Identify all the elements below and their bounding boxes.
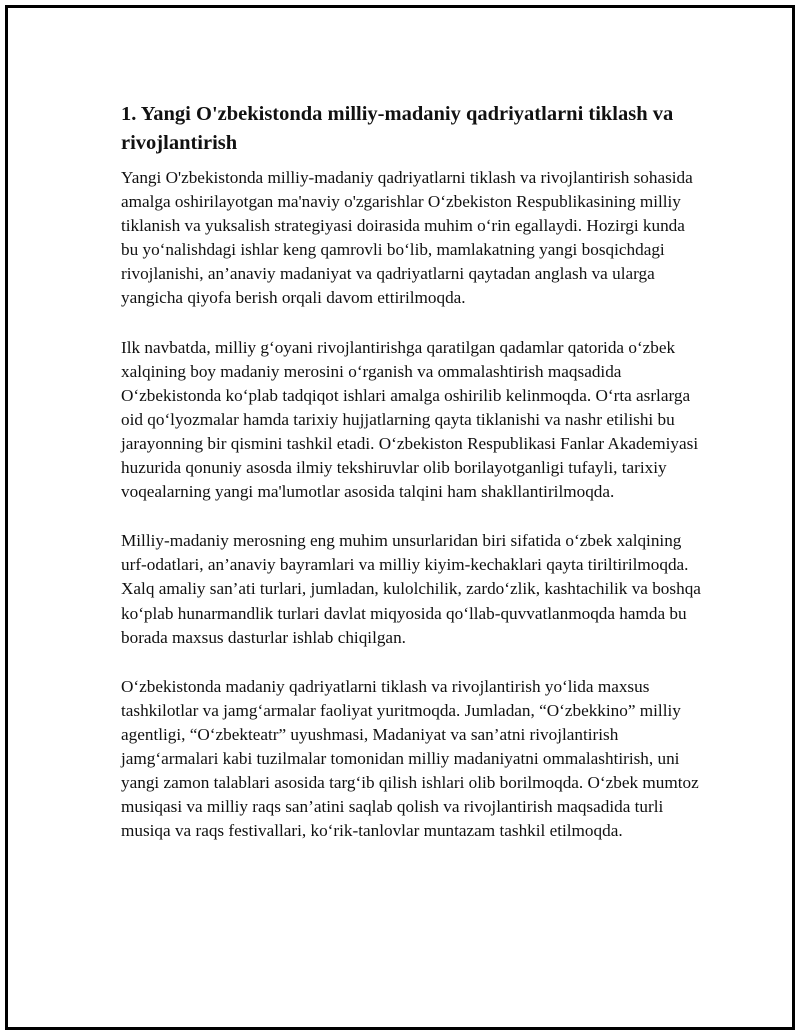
paragraph-4: O‘zbekistonda madaniy qadriyatlarni tiklash va rivojlantirish yo‘lida maxsus tashkilotlar va jamg‘armalar faoliyat yuritmoqda. Jumladan, “O‘zbekkino” milliy agentligi, “O‘zbekteatr” uyushmasi, Madaniyat va san’atni rivojlantirish jamg‘armalari kabi tuzilmalar tomonidan milliy madaniyatni ommalashtirish, uni yangi zamon talablari asosida targ‘ib qilish ishlari olib borilmoqda. O‘zbek mumtoz musiqasi va milliy raqs san’atini saqlab qolish va rivojlantirish maqsadida turli musiqa va raqs festivallari, ko‘rik-tanlovlar muntazam tashkil etilmoqda. xyxy=(121,676,699,841)
page-frame xyxy=(5,5,795,1030)
section-title: 1. Yangi O'zbekistonda milliy-madaniy qadriyatlarni tiklash va rivojlantirish xyxy=(121,103,674,154)
document-body xyxy=(121,100,701,843)
paragraph-3: Milliy-madaniy merosning eng muhim unsurlaridan biri sifatida o‘zbek xalqining urf-odatlari, an’anaviy bayramlari va milliy kiyim-kechaklari qayta tiriltirilmoqda. Xalq amaliy san’ati turlari, jumladan, kulolchilik, zardo‘zlik, kashtachilik va boshqa ko‘plab hunarmandlik turlari davlat miqyosida qo‘llab-quvvatlanmoqda hamda bu borada maxsus dasturlar ishlab chiqilgan. xyxy=(121,531,701,647)
paragraph-1: Yangi O'zbekistonda milliy-madaniy qadriyatlarni tiklash va rivojlantirish sohasida amalga oshirilayotgan ma'naviy o'zgarishlar O‘zbekiston Respublikasining milliy tiklanish va yuksalish strategiyasi doirasida muhim o‘rin egallaydi. Hozirgi kunda bu yo‘nalishdagi ishlar keng qamrovli bo‘lib, mamlakatning yangi bosqichdagi rivojlanishi, an’anaviy madaniyat va qadriyatlarni qaytadan anglash va ularga yangicha qiyofa berish orqali davom ettirilmoqda. xyxy=(121,168,693,308)
paragraph-2: Ilk navbatda, milliy g‘oyani rivojlantirishga qaratilgan qadamlar qatorida o‘zbek xalqining boy madaniy merosini o‘rganish va ommalashtirish maqsadida O‘zbekistonda ko‘plab tadqiqot ishlari amalga oshirilib kelinmoqda. O‘rta asrlarga oid qo‘lyozmalar hamda tarixiy hujjatlarning qayta tiklanishi va nashr etilishi bu jarayonning bir qismini tashkil etadi. O‘zbekiston Respublikasi Fanlar Akademiyasi huzurida qonuniy asosda ilmiy tekshiruvlar olib borilayotganligi tufayli, tarixiy voqealarning yangi ma'lumotlar asosida talqini ham shakllantirilmoqda. xyxy=(121,337,699,502)
